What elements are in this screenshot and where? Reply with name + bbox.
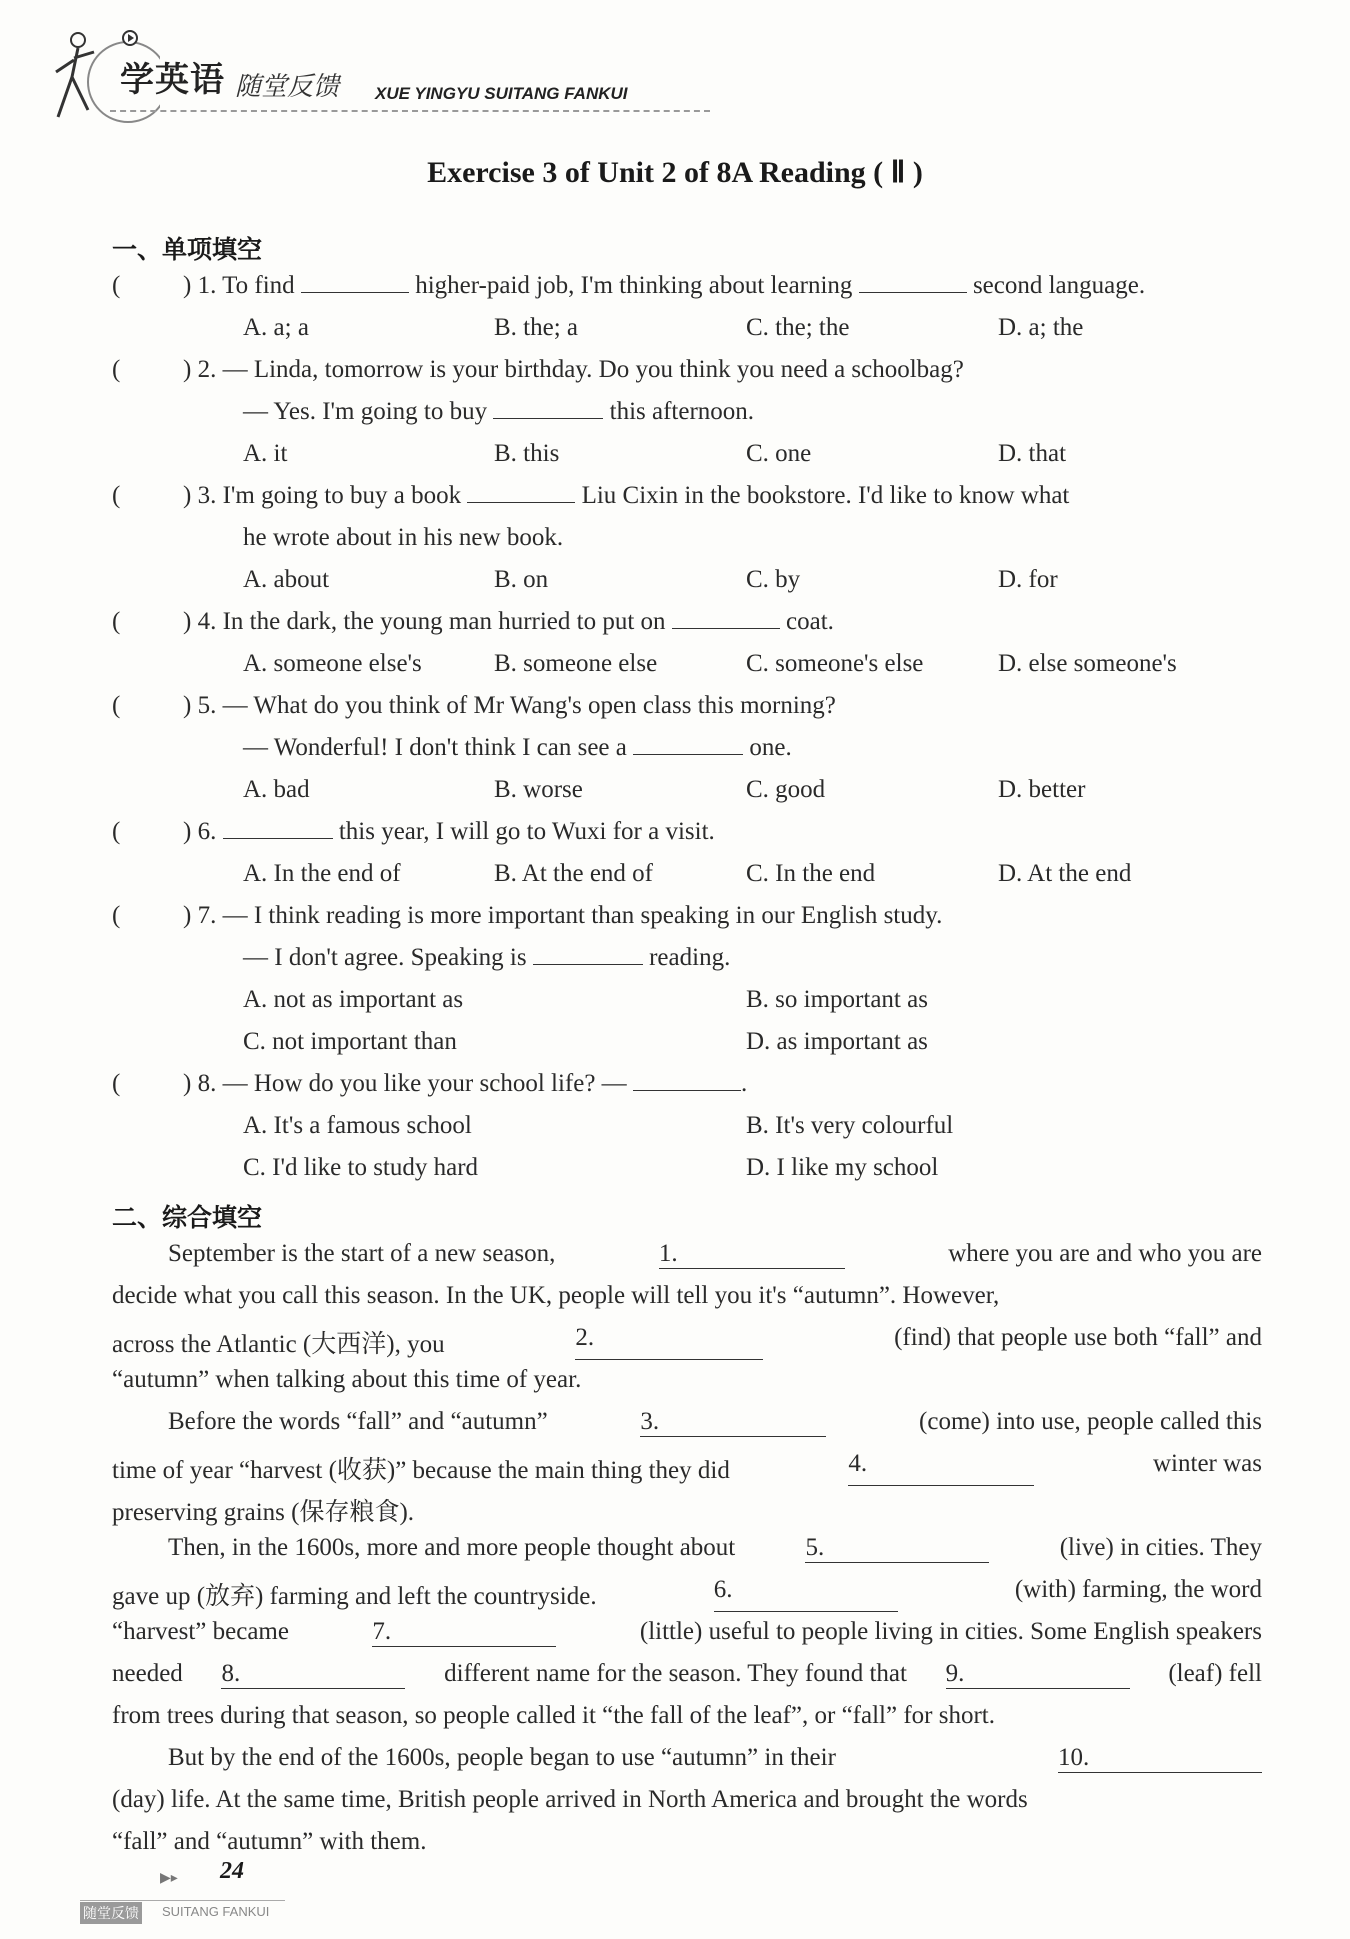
- paragraph-line: “harvest” became 7. (little) useful to people living in cities. Some English speakers: [112, 1618, 1262, 1645]
- question-text: I'm going to buy a book: [222, 482, 462, 509]
- question-4: [183, 608, 834, 636]
- logo-pinyin: XUE YINGYU SUITANG FANKUI: [375, 84, 628, 103]
- option-a[interactable]: A. a; a: [243, 314, 309, 341]
- option-d[interactable]: D. else someone's: [998, 650, 1177, 677]
- blank-2[interactable]: 2.: [575, 1324, 763, 1360]
- question-number: ) 5.: [183, 692, 217, 719]
- option-b[interactable]: B. so important as: [746, 986, 928, 1013]
- option-c[interactable]: C. In the end: [746, 860, 876, 887]
- blank-4[interactable]: 4.: [848, 1450, 1034, 1486]
- header-banner: [50, 22, 670, 132]
- answer-bracket: (: [112, 608, 121, 635]
- option-c[interactable]: C. not important than: [243, 1028, 457, 1055]
- option-b[interactable]: B. the; a: [494, 314, 579, 341]
- question-text: coat.: [786, 608, 834, 635]
- question-number: ) 2.: [183, 356, 217, 383]
- option-b[interactable]: B. this: [494, 440, 560, 467]
- logo-chinese-subtitle: 随堂反馈: [235, 72, 340, 102]
- option-c[interactable]: C. someone's else: [746, 650, 924, 677]
- question-text: one.: [749, 734, 792, 761]
- paragraph-line: across the Atlantic (大西洋), you 2. (find) that people use both “fall” and: [112, 1324, 1262, 1358]
- section1-heading: 一、单项填空: [112, 235, 263, 264]
- option-c[interactable]: C. one: [746, 440, 812, 467]
- question-6: [183, 818, 715, 846]
- answer-bracket: (: [112, 272, 121, 299]
- option-d[interactable]: D. At the end: [998, 860, 1132, 887]
- answer-bracket: (: [112, 356, 121, 383]
- option-d[interactable]: D. better: [998, 776, 1086, 803]
- question-number: ) 1.: [183, 272, 217, 299]
- question-7-line2: [243, 944, 730, 972]
- option-a[interactable]: A. it: [243, 440, 288, 467]
- question-text: — I think reading is more important than speaking in our English study.: [222, 902, 943, 929]
- question-text: — How do you like your school life? —: [222, 1070, 627, 1097]
- option-c[interactable]: C. the; the: [746, 314, 850, 341]
- option-b[interactable]: B. It's very colourful: [746, 1112, 954, 1139]
- answer-blank[interactable]: [859, 272, 967, 293]
- answer-blank[interactable]: [301, 272, 409, 293]
- blank-1[interactable]: 1.: [659, 1240, 845, 1269]
- option-c[interactable]: C. I'd like to study hard: [243, 1154, 479, 1181]
- question-text: — Linda, tomorrow is your birthday. Do you think you need a schoolbag?: [222, 356, 964, 383]
- question-text: this afternoon.: [609, 398, 755, 425]
- question-3-line2: he wrote about in his new book.: [243, 524, 564, 551]
- question-text: — Wonderful! I don't think I can see a: [243, 734, 627, 761]
- question-number: ) 4.: [183, 608, 217, 635]
- answer-bracket: (: [112, 482, 121, 509]
- question-text: In the dark, the young man hurried to put on: [222, 608, 666, 635]
- answer-blank[interactable]: [467, 482, 575, 503]
- option-a[interactable]: A. bad: [243, 776, 310, 803]
- question-text: — Yes. I'm going to buy: [243, 398, 488, 425]
- paragraph-line: But by the end of the 1600s, people began to use “autumn” in their 10.: [168, 1744, 1262, 1773]
- question-text: higher-paid job, I'm thinking about learning: [415, 272, 853, 299]
- answer-blank[interactable]: [533, 944, 643, 965]
- paragraph-line: time of year “harvest (收获)” because the main thing they did 4. winter was: [112, 1450, 1262, 1484]
- question-2: [183, 356, 964, 384]
- question-text: this year, I will go to Wuxi for a visit.: [338, 818, 715, 845]
- question-number: ) 6.: [183, 818, 217, 845]
- answer-bracket: (: [112, 818, 121, 845]
- question-2-line2: [243, 398, 754, 426]
- blank-3[interactable]: 3.: [640, 1408, 826, 1437]
- answer-bracket: (: [112, 692, 121, 719]
- answer-blank[interactable]: [493, 398, 603, 419]
- question-7: [183, 902, 942, 930]
- paragraph-line: “autumn” when talking about this time of year.: [112, 1366, 582, 1393]
- option-d[interactable]: D. for: [998, 566, 1058, 593]
- question-3: [183, 482, 1069, 510]
- answer-blank[interactable]: [633, 734, 743, 755]
- blank-7[interactable]: 7.: [372, 1618, 556, 1647]
- question-8: [183, 1070, 747, 1098]
- option-b[interactable]: B. on: [494, 566, 549, 593]
- blank-6[interactable]: 6.: [714, 1576, 898, 1612]
- footer-divider: [80, 1900, 285, 1901]
- option-c[interactable]: C. good: [746, 776, 826, 803]
- paragraph-line: “fall” and “autumn” with them.: [112, 1828, 427, 1855]
- blank-5[interactable]: 5.: [805, 1534, 989, 1563]
- question-text: reading.: [649, 944, 731, 971]
- question-5-line2: [243, 734, 792, 762]
- option-a[interactable]: A. not as important as: [243, 986, 464, 1013]
- question-text: .: [740, 1070, 748, 1097]
- option-d[interactable]: D. I like my school: [746, 1154, 939, 1181]
- question-text: Liu Cixin in the bookstore. I'd like to know what: [581, 482, 1070, 509]
- paragraph-line: decide what you call this season. In the UK, people will tell you it's “autumn”. However,: [112, 1282, 1000, 1309]
- section2-heading: 二、综合填空: [112, 1203, 263, 1232]
- question-5: [183, 692, 836, 720]
- paragraph-line: from trees during that season, so people called it “the fall of the leaf”, or “fall” for short.: [112, 1702, 995, 1729]
- question-number: ) 7.: [183, 902, 217, 929]
- blank-8[interactable]: 8.: [221, 1660, 405, 1689]
- paragraph-line: (day) life. At the same time, British people arrived in North America and brought the words: [112, 1786, 1028, 1813]
- header-divider: [110, 110, 710, 112]
- page-title: Exercise 3 of Unit 2 of 8A Reading ( Ⅱ ): [427, 156, 923, 189]
- option-b[interactable]: B. worse: [494, 776, 583, 803]
- logo-chinese-title: 学英语: [120, 60, 225, 100]
- option-c[interactable]: C. by: [746, 566, 801, 593]
- answer-bracket: (: [112, 1070, 121, 1097]
- blank-10[interactable]: 10.: [1058, 1744, 1262, 1773]
- footer-label-cn: 随堂反馈: [80, 1902, 142, 1924]
- option-a[interactable]: A. someone else's: [243, 650, 422, 677]
- paragraph-line: Then, in the 1600s, more and more people thought about 5. (live) in cities. They: [168, 1534, 1262, 1561]
- question-text: second language.: [972, 272, 1146, 299]
- blank-9[interactable]: 9.: [946, 1660, 1130, 1689]
- paragraph-line: gave up (放弃) farming and left the countryside. 6. (with) farming, the word: [112, 1576, 1262, 1610]
- option-d[interactable]: D. as important as: [746, 1028, 928, 1055]
- option-b[interactable]: B. someone else: [494, 650, 658, 677]
- arrow-icon: ▶▸: [160, 1870, 178, 1886]
- answer-blank[interactable]: [633, 1070, 741, 1091]
- question-text: — What do you think of Mr Wang's open class this morning?: [222, 692, 836, 719]
- option-a[interactable]: A. In the end of: [243, 860, 401, 887]
- answer-blank[interactable]: [672, 608, 780, 629]
- answer-bracket: (: [112, 902, 121, 929]
- option-a[interactable]: A. about: [243, 566, 330, 593]
- option-b[interactable]: B. At the end of: [494, 860, 654, 887]
- paragraph-line: September is the start of a new season, 1. where you are and who you are: [168, 1240, 1262, 1267]
- paragraph-line: needed 8. different name for the season. They found that 9. (leaf) fell: [112, 1660, 1262, 1687]
- question-number: ) 3.: [183, 482, 217, 509]
- option-d[interactable]: D. a; the: [998, 314, 1084, 341]
- option-a[interactable]: A. It's a famous school: [243, 1112, 472, 1139]
- question-1: [183, 272, 1145, 300]
- question-number: ) 8.: [183, 1070, 217, 1097]
- paragraph-line: Before the words “fall” and “autumn” 3. (come) into use, people called this: [168, 1408, 1262, 1435]
- answer-blank[interactable]: [223, 818, 333, 839]
- question-text: To find: [222, 272, 295, 299]
- paragraph-line: preserving grains (保存粮食).: [112, 1499, 415, 1526]
- option-d[interactable]: D. that: [998, 440, 1067, 467]
- question-text: — I don't agree. Speaking is: [243, 944, 527, 971]
- footer-label-en: SUITANG FANKUI: [162, 1904, 270, 1919]
- page-number: 24: [220, 1858, 244, 1884]
